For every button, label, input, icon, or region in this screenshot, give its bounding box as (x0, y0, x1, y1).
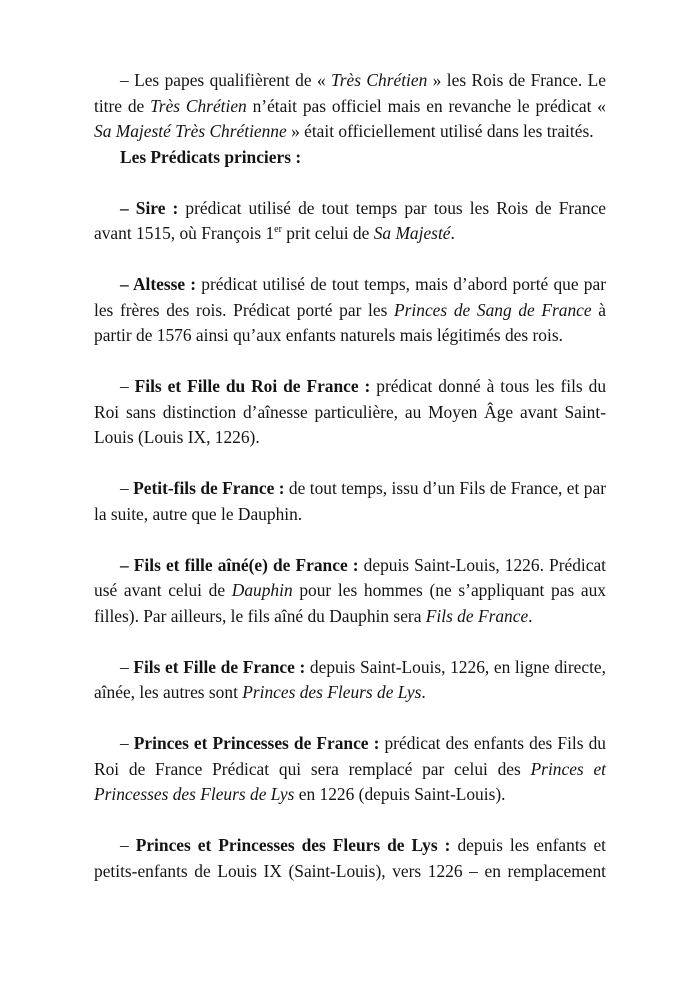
document-page (94, 68, 606, 884)
text-run: prédicat utilisé de tout temps, mais d’abord porté que par les frères des rois. Prédicat porté par les (94, 274, 606, 320)
italic-run: Très Chrétien (150, 95, 247, 116)
text-run: . (528, 605, 533, 626)
paragraph-petit-fils (94, 476, 606, 527)
text-run: depuis Saint-Louis, 1226. Prédicat usé avant celui de (94, 554, 606, 600)
text-run: » les Rois de France. Le titre de (94, 70, 606, 116)
paragraph-aine (94, 553, 606, 630)
text-run: prit celui de (281, 223, 374, 243)
paragraph-fils-fille-france (94, 655, 606, 706)
text-run: – (120, 656, 134, 677)
term-label: Princes et Princesses de France : (133, 733, 380, 753)
italic-run: Très Chrétien (331, 70, 428, 90)
text-run: . (450, 223, 455, 243)
text-run: – Les papes qualifièrent de « (120, 70, 332, 90)
italic-run: Fils de France (425, 605, 529, 626)
text-run: de tout temps, issu d’un Fils de France, et par la suite, autre que le Dauphin. (94, 478, 606, 524)
term-label: – Altesse : (120, 274, 197, 294)
italic-run: Princes et Princesses des Fleurs de Lys (94, 758, 606, 804)
text-run: prédicat des enfants des Fils du Roi de France Prédicat qui sera remplacé par celui des (94, 733, 606, 779)
paragraph-princes-france (94, 731, 606, 808)
term-label: Fils et Fille du Roi de France : (134, 376, 371, 396)
text-run: à partir de 1576 ainsi qu’aux enfants naturels mais légitimés des rois. (94, 299, 607, 345)
paragraph-fils-fille-roi (94, 374, 606, 451)
text-run: prédicat utilisé de tout temps par tous les Rois de France avant 1515, où François 1 (94, 197, 607, 243)
italic-run: Princes de Sang de France (394, 299, 592, 320)
paragraph-sire (94, 196, 606, 247)
italic-run: Princes des Fleurs de Lys (242, 682, 422, 702)
term-label: Fils et Fille de France : (133, 656, 306, 677)
italic-run: Dauphin (231, 580, 293, 600)
term-label: – Sire : (120, 197, 179, 218)
italic-run: Sa Majesté Très Chrétienne (94, 121, 287, 141)
text-run: en 1226 (depuis Saint-Louis). (294, 784, 506, 804)
text-run: depuis les enfants et petits-enfants de Louis IX (Saint-Louis), vers 1226 – en remplacement (94, 835, 606, 881)
text-run: n’était pas officiel mais en revanche le prédicat « (246, 95, 606, 116)
text-run: . (421, 682, 426, 702)
text-run: prédicat donné à tous les fils du Roi sans distinction d’aînesse particulière, au Moyen Âge avant Saint-Louis (Louis IX, 1226). (94, 376, 607, 447)
term-label: – Fils et fille aîné(e) de France : (120, 554, 359, 575)
term-label: Princes et Princesses des Fleurs de Lys : (135, 835, 451, 855)
text-run: – (120, 376, 135, 396)
text-run: » était officiellement utilisé dans les traités. (286, 121, 594, 141)
italic-run: Sa Majesté (373, 223, 451, 243)
text-run: – (120, 478, 134, 498)
paragraph-altesse (94, 272, 606, 349)
paragraph-tres-chretien (94, 68, 606, 145)
text-run: – (120, 835, 136, 855)
term-label: Petit-fils de France : (133, 478, 285, 498)
superscript: er (274, 224, 282, 235)
text-run: pour les hommes (ne s’appliquant pas aux filles). Par ailleurs, le fils aîné du Dauphin sera (94, 580, 606, 626)
text-run: – (120, 733, 134, 753)
text-run: depuis Saint-Louis, 1226, en ligne directe, aînée, les autres sont (94, 656, 606, 702)
section-heading: Les Prédicats princiers : (120, 146, 302, 167)
paragraph-princes-lys (94, 833, 606, 884)
